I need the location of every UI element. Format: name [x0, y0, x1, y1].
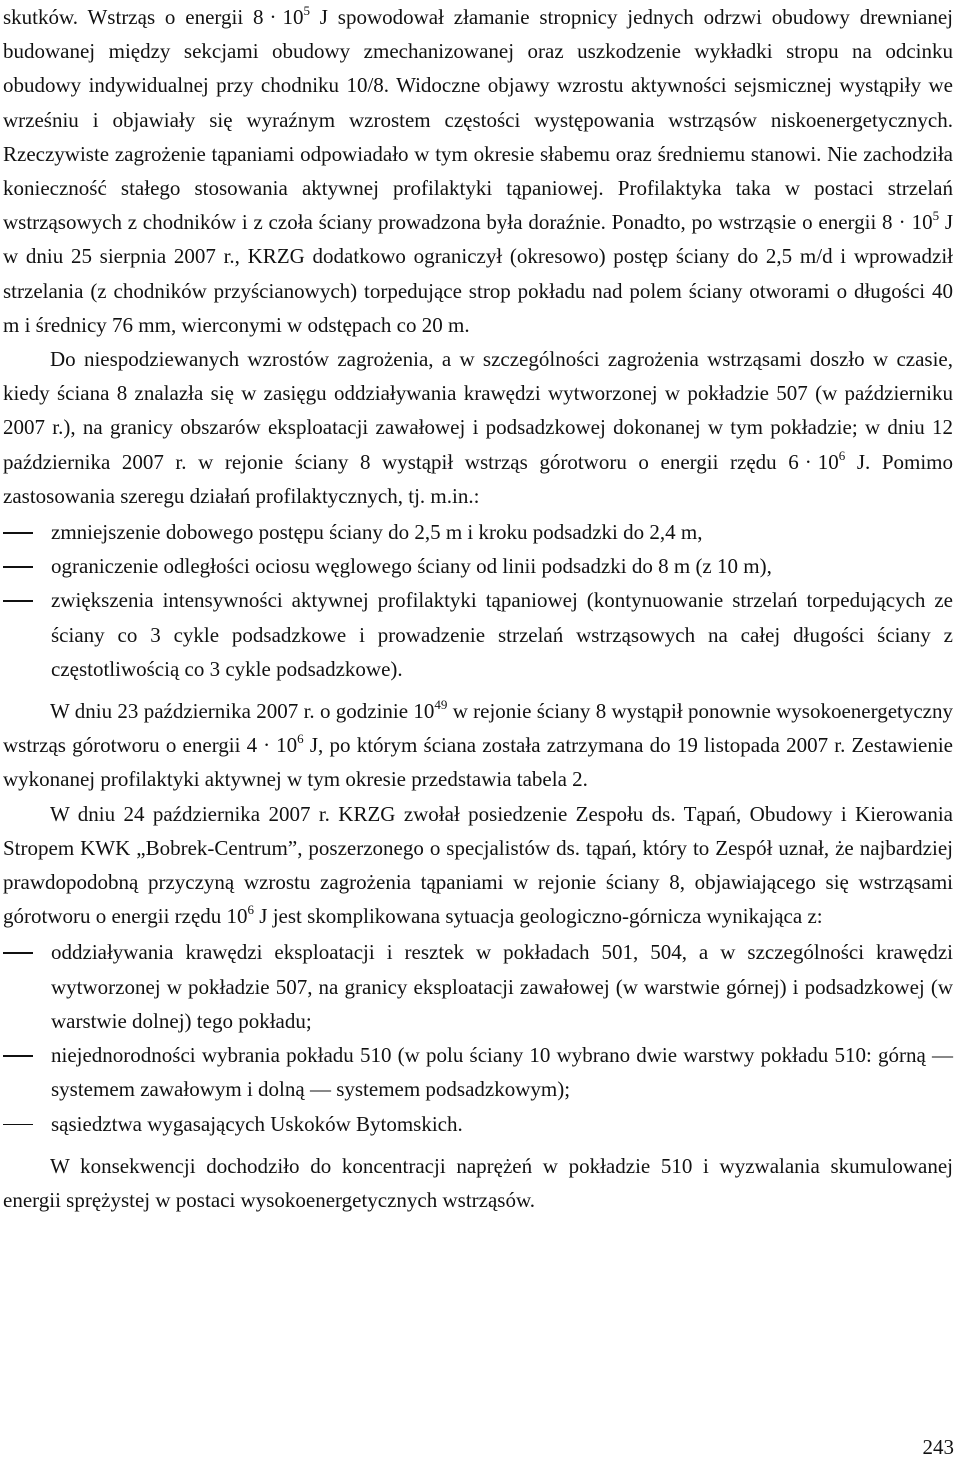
text-run: Do niespodziewanych wzrostów zagrożenia, a w szczególności zagrożenia wstrząsami doszło w czasie, kiedy ściana 8 znalazła się w zasięgu oddziaływania krawędzi wytworzonej w pokładzie 507 (w październiku 2007 r.), na granicy obszarów eksploatacji zawałowej i podsadzkowej dokonanej w tym pokładzie; w dniu 12 października 2007 r. w rejonie ściany 8 wystąpił wstrząs górotworu o energii rzędu 6 [3, 347, 953, 474]
text-run: 10 [817, 449, 839, 474]
list-item-text: oddziaływania krawędzi eksploatacji i resztek w pokładach 501, 504, a w szczególności krawędzi wytworzonej w pokładzie 507, na granicy eksploatacji zawałowej (w warstwie górnej) i podsadzkowej (w warstwie dolnej) tego pokładu; [51, 940, 953, 1033]
multiplication-sign: · [263, 733, 271, 758]
multiplication-sign: · [898, 210, 906, 235]
multiplication-sign: · [269, 5, 277, 29]
text-run: W dniu 23 października 2007 r. o godzinie 10 [50, 699, 435, 724]
list-item [3, 1038, 953, 1106]
text-run: J, po którym ściana została zatrzymana do 19 listopada 2007 r. Zestawienie wykonanej profilaktyki aktywnej w tym okresie przedstawia tabela 2. [3, 733, 954, 792]
paragraph-1 [3, 0, 953, 342]
list-item-text: zwiększenia intensywności aktywnej profilaktyki tąpaniowej (kontynuowanie strzelań torpedujących ze ściany co 3 cykle podsadzkowe i prowadzenie strzelań wstrząsowych na całej długości ściany z częstotliwością co 3 cykle podsadzkowe). [51, 588, 953, 681]
exponent: 5 [303, 3, 310, 18]
exponent: 6 [297, 731, 304, 747]
text-run: J w dniu 25 sierpnia 2007 r., KRZG dodatkowo ograniczył (okresowo) postęp ściany do 2,5 m/d i wprowadził strzelania (z chodników przyścianowych) torpedujące strop pokładu nad polem ściany otworami o długości 40 m i średnicy 76 mm, wierconymi w odstępach co 20 m. [3, 210, 954, 337]
dash-bullet [3, 600, 33, 602]
list-item-text: sąsiedztwa wygasających Uskoków Bytomskich. [51, 1111, 463, 1136]
causes-list [3, 935, 953, 1140]
dash-bullet [3, 952, 33, 954]
page-body [3, 0, 953, 1217]
list-item [3, 515, 953, 549]
dash-bullet [3, 566, 33, 568]
list-item [3, 549, 953, 583]
list-item [3, 1107, 953, 1141]
exponent: 5 [932, 208, 940, 224]
exponent: 6 [247, 902, 255, 918]
text-run: J spowodował złamanie stropnicy jednych odrzwi obudowy drewnianej budowanej między sekcjami obudowy zmechanizowanej oraz uszkodzenie wykładki stropu na odcinku obudowy indywidualnej przy chodniku 10/8. Widoczne objawy wzrostu aktywności sejsmicznej wystąpiły we wrześniu i objawiały się wyraźnym wzrostem częstości występowania wstrząsów niskoenergetycznych. Rzeczywiste zagrożenie tąpaniami odpowiadało w tym okresie słabemu oraz średniemu stanowi. Nie zachodziła konieczność stałego stosowania aktywnej profilaktyki tąpaniowej. Profilaktyka taka w postaci strzelań wstrząsowych z chodników i z czoła ściany prowadzona była doraźnie. Ponadto, po wstrząsie o energii 8 [3, 5, 953, 235]
exponent: 6 [838, 447, 846, 463]
text-run: J jest skomplikowana sytuacja geologiczno-górnicza wynikająca z: [259, 904, 823, 929]
dash-bullet [3, 532, 33, 534]
text-run: J. Pomimo zastosowania szeregu działań profilaktycznych, tj. m.in.: [3, 449, 954, 508]
text-run: W dniu 24 października 2007 r. KRZG zwołał posiedzenie Zespołu ds. Tąpań, Obudowy i Kierowania Stropem KWK „Bobrek-Centrum”, poszerzonego o specjalistów ds. tąpań, który to Zespół uznał, że najbardziej prawdopodobną przyczyną wzrostu zagrożenia tąpaniami w rejonie ściany 8, objawiającego się wstrząsami górotworu o energii rzędu 10 [3, 801, 953, 929]
list-item-text: niejednorodności wybrania pokładu 510 (w polu ściany 10 wybrano dwie warstwy pokładu 510: górną — systemem zawałowym i dolną — systemem podsadzkowym); [51, 1043, 953, 1102]
multiplication-sign: · [804, 449, 812, 474]
paragraph-4 [3, 797, 953, 934]
text-run: 10 [276, 733, 298, 758]
paragraph-5: W konsekwencji dochodziło do koncentracji naprężeń w pokładzie 510 i wyzwalania skumulowanej energii sprężystej w postaci wysokoenergetycznych wstrząsów. [3, 1153, 953, 1212]
page-number: 243 [922, 1435, 954, 1459]
list-item [3, 935, 953, 1038]
text-run: skutków. Wstrząs o energii 8 [3, 5, 264, 29]
exponent: 49 [434, 697, 448, 713]
paragraph-2 [3, 342, 953, 513]
measures-list [3, 515, 953, 686]
dash-bullet [3, 1055, 33, 1057]
text-run: 10 [282, 5, 304, 29]
list-item [3, 583, 953, 686]
list-item-text: ograniczenie odległości ociosu węglowego ściany od linii podsadzki do 8 m (z 10 m), [51, 554, 772, 579]
list-item-text: zmniejszenie dobowego postępu ściany do 2,5 m i kroku podsadzki do 2,4 m, [51, 520, 703, 545]
text-run: w rejonie ściany 8 wystąpił ponownie wysokoenergetyczny wstrząs górotworu o energii 4 [3, 699, 954, 758]
text-run: 10 [911, 210, 933, 235]
dash-bullet [3, 1124, 33, 1126]
paragraph-3 [3, 694, 953, 797]
